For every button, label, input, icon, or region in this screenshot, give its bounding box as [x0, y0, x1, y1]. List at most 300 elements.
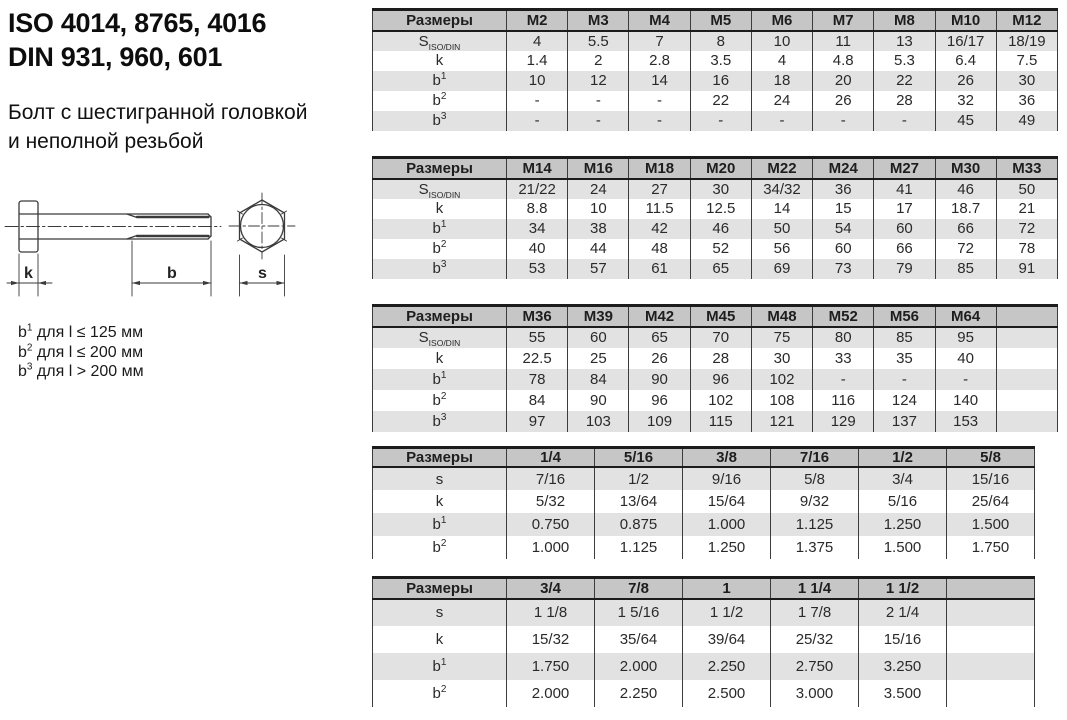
dimension-value-cell: 18 — [751, 71, 812, 91]
dimension-value-cell: 7 — [629, 31, 690, 51]
dimension-value-cell: 11 — [813, 31, 874, 51]
dimension-value-cell: 5/8 — [771, 467, 859, 490]
thread-size-header: M14 — [507, 158, 568, 179]
dimension-value-cell: 40 — [935, 348, 996, 369]
dimension-value-cell: 79 — [874, 259, 935, 279]
dimension-value-cell: 1.125 — [595, 536, 683, 559]
dimension-value-cell: 1 5/16 — [595, 599, 683, 626]
dimension-value-cell: 55 — [507, 327, 568, 348]
dimension-value-cell: 1.375 — [771, 536, 859, 559]
dimension-value-cell: 52 — [690, 239, 751, 259]
dimension-value-cell: - — [507, 91, 568, 111]
dimension-value-cell: 1.750 — [507, 653, 595, 680]
table-row — [373, 259, 1058, 279]
dimension-value-cell: 22.5 — [507, 348, 568, 369]
row-label-cell: $b^1$ — [373, 219, 507, 239]
table-row — [373, 653, 1035, 680]
thread-size-header: M42 — [629, 306, 690, 327]
table-row — [373, 680, 1035, 707]
dimension-value-cell: - — [568, 91, 629, 111]
dim-label-k: k — [24, 265, 33, 282]
row-label-cell: $b^2$ — [432, 239, 447, 257]
product-description — [8, 98, 307, 156]
dimension-value-cell: 21/22 — [507, 179, 568, 199]
dimension-value-cell: 116 — [813, 390, 874, 411]
dimension-value-cell: 38 — [568, 219, 629, 239]
dimension-value-cell: 24 — [751, 91, 812, 111]
thread-size-header: M45 — [690, 306, 751, 327]
dimension-value-cell: 33 — [813, 348, 874, 369]
dimension-table-t5 — [372, 576, 1035, 707]
dimension-value-cell: 97 — [507, 411, 568, 432]
dimension-value-cell: 12 — [568, 71, 629, 91]
thread-size-header: 7/8 — [595, 578, 683, 599]
row-label-cell: $S_{ISO/DIN}$ — [373, 179, 507, 199]
dimension-value-cell — [996, 390, 1057, 411]
dimension-value-cell: 2.000 — [507, 680, 595, 707]
dimension-value-cell: 3.5 — [690, 51, 751, 71]
thread-size-header: M5 — [690, 10, 751, 31]
dimension-value-cell: 80 — [813, 327, 874, 348]
row-label-cell: $b^2$ — [432, 538, 447, 556]
description-line-2: и неполной резьбой — [8, 130, 204, 153]
dimension-value-cell: - — [568, 111, 629, 131]
thread-size-header: M8 — [874, 10, 935, 31]
thread-size-header: 5/16 — [595, 448, 683, 468]
thread-size-header — [947, 578, 1035, 599]
dimension-table-t3 — [372, 304, 1058, 432]
dimension-value-cell: 14 — [629, 71, 690, 91]
dimension-value-cell: 1/2 — [595, 467, 683, 490]
dimension-value-cell: 5/32 — [507, 490, 595, 513]
description-line-1: Болт с шестигранной головкой — [8, 101, 308, 124]
sizes-column-header: Размеры — [373, 10, 507, 31]
dimension-value-cell: 1.125 — [771, 513, 859, 536]
dimension-table-t1 — [372, 8, 1058, 131]
dimension-value-cell: - — [874, 111, 935, 131]
table-row — [373, 111, 1058, 131]
dimension-value-cell: 39/64 — [683, 626, 771, 653]
din-standards-line: DIN 931, 960, 601 — [8, 42, 223, 72]
dimension-value-cell: 10 — [507, 71, 568, 91]
thread-size-header: M27 — [874, 158, 935, 179]
table-row — [373, 411, 1058, 432]
dimension-value-cell: 3.250 — [859, 653, 947, 680]
table-row — [373, 219, 1058, 239]
thread-size-header — [996, 306, 1057, 327]
table-row — [373, 490, 1035, 513]
dimension-value-cell: 109 — [629, 411, 690, 432]
dimension-value-cell: 24 — [568, 179, 629, 199]
dimension-value-cell: 102 — [751, 369, 812, 390]
row-label-cell: k — [435, 200, 444, 217]
dimension-value-cell: 1.4 — [507, 51, 568, 71]
dimension-value-cell: 46 — [690, 219, 751, 239]
dimension-value-cell: 17 — [874, 199, 935, 219]
dimension-value-cell: 53 — [507, 259, 568, 279]
dimension-value-cell: 65 — [629, 327, 690, 348]
dimension-value-cell: 3.500 — [859, 680, 947, 707]
dimension-value-cell: 60 — [568, 327, 629, 348]
table-row — [373, 369, 1058, 390]
dimension-value-cell: 54 — [813, 219, 874, 239]
dimension-value-cell: 1.750 — [947, 536, 1035, 559]
dimension-value-cell: 36 — [813, 179, 874, 199]
dimension-value-cell: 15/64 — [683, 490, 771, 513]
dimension-value-cell: 25 — [568, 348, 629, 369]
dimension-value-cell: 102 — [690, 390, 751, 411]
dimension-value-cell: 20 — [813, 71, 874, 91]
dim-label-b: b — [167, 265, 177, 282]
dimension-value-cell: 4 — [507, 31, 568, 51]
dimension-value-cell: 1 1/2 — [683, 599, 771, 626]
row-label-cell: $b^3$ — [373, 259, 507, 279]
dimension-value-cell: 6.4 — [935, 51, 996, 71]
dimension-value-cell: 60 — [813, 239, 874, 259]
dimension-value-cell: 27 — [629, 179, 690, 199]
table-header-row — [373, 448, 1035, 468]
thread-size-header: 1 — [683, 578, 771, 599]
dimension-value-cell: 41 — [874, 179, 935, 199]
thread-size-header: M20 — [690, 158, 751, 179]
footnote-b3: $b^3$ для l > 200 мм — [18, 361, 144, 380]
thread-size-header: 3/4 — [507, 578, 595, 599]
dimension-value-cell: 22 — [690, 91, 751, 111]
dimension-value-cell: 28 — [690, 348, 751, 369]
dimension-value-cell: 60 — [874, 219, 935, 239]
thread-size-header: M64 — [935, 306, 996, 327]
thread-size-header: M3 — [568, 10, 629, 31]
dimension-value-cell: 30 — [751, 348, 812, 369]
dimension-value-cell: 153 — [935, 411, 996, 432]
metric-table-small-sizes — [372, 8, 1058, 131]
dimension-value-cell: 50 — [751, 219, 812, 239]
thread-size-header: M30 — [935, 158, 996, 179]
dimension-value-cell: 2.500 — [683, 680, 771, 707]
standards-title — [8, 6, 266, 74]
dimension-value-cell: 7.5 — [996, 51, 1057, 71]
dimension-value-cell: 129 — [813, 411, 874, 432]
dimension-value-cell: 13 — [874, 31, 935, 51]
thread-size-header: 1 1/4 — [771, 578, 859, 599]
dimension-value-cell: 40 — [507, 239, 568, 259]
thread-size-header: M6 — [751, 10, 812, 31]
dimension-value-cell: 13/64 — [595, 490, 683, 513]
metric-table-medium-sizes — [372, 156, 1058, 279]
dimension-value-cell: 34/32 — [751, 179, 812, 199]
dimension-value-cell: 90 — [629, 369, 690, 390]
dimension-value-cell: 22 — [874, 71, 935, 91]
dimension-value-cell: 35/64 — [595, 626, 683, 653]
dimension-value-cell: 57 — [568, 259, 629, 279]
dimension-value-cell: 46 — [935, 179, 996, 199]
sizes-column-header: Размеры — [373, 578, 507, 599]
dimension-value-cell: 0.875 — [595, 513, 683, 536]
dimension-value-cell: 84 — [507, 390, 568, 411]
row-label-cell: s — [373, 599, 507, 626]
dimension-value-cell: 8.8 — [507, 199, 568, 219]
thread-size-header: M7 — [813, 10, 874, 31]
dimension-value-cell: 32 — [935, 91, 996, 111]
dimension-value-cell: 2.8 — [629, 51, 690, 71]
dimension-s — [240, 255, 285, 296]
dimension-value-cell: - — [629, 111, 690, 131]
dimension-value-cell: 140 — [935, 390, 996, 411]
dimension-value-cell: - — [507, 111, 568, 131]
dimension-value-cell: 72 — [996, 219, 1057, 239]
dimension-value-cell: 2.750 — [771, 653, 859, 680]
iso-standards-line: ISO 4014, 8765, 4016 — [8, 8, 267, 38]
dimension-value-cell: 124 — [874, 390, 935, 411]
row-label-cell: k — [435, 349, 444, 367]
dimension-value-cell: 15 — [813, 199, 874, 219]
dimension-value-cell: 69 — [751, 259, 812, 279]
dimension-value-cell: 30 — [996, 71, 1057, 91]
dimension-value-cell: 8 — [690, 31, 751, 51]
dimension-value-cell: 9/16 — [683, 467, 771, 490]
footnote-b2: $b^2$ для l ≤ 200 мм — [18, 342, 144, 361]
thread-size-header: 1/4 — [507, 448, 595, 468]
dimension-value-cell: 2 — [568, 51, 629, 71]
thread-size-header: M16 — [568, 158, 629, 179]
dimension-value-cell: 56 — [751, 239, 812, 259]
thread-size-header: 1 1/2 — [859, 578, 947, 599]
dimension-value-cell: 137 — [874, 411, 935, 432]
dimension-value-cell: 78 — [507, 369, 568, 390]
dimension-value-cell — [996, 327, 1057, 348]
imperial-table-large-sizes — [372, 576, 1035, 707]
dimension-value-cell: 26 — [813, 91, 874, 111]
table-header-row — [373, 306, 1058, 327]
imperial-table-small-sizes — [372, 446, 1035, 559]
table-row — [373, 239, 1058, 259]
dimension-value-cell: 5/16 — [859, 490, 947, 513]
dimension-value-cell: 78 — [996, 239, 1057, 259]
dimension-table-t2 — [372, 156, 1058, 279]
row-label-cell: $b^2$ — [432, 390, 447, 409]
dimension-value-cell: 26 — [629, 348, 690, 369]
dimension-value-cell: 44 — [568, 239, 629, 259]
dimension-value-cell: 1 1/8 — [507, 599, 595, 626]
dimension-value-cell: 121 — [751, 411, 812, 432]
dimension-value-cell: 12.5 — [690, 199, 751, 219]
dimension-table-t4 — [372, 446, 1035, 559]
dimension-value-cell — [947, 680, 1035, 707]
thread-size-header: M18 — [629, 158, 690, 179]
dimension-value-cell: 10 — [568, 199, 629, 219]
dimension-value-cell: 30 — [690, 179, 751, 199]
row-label-cell: $S_{ISO/DIN}$ — [373, 31, 507, 51]
dimension-value-cell: 25/32 — [771, 626, 859, 653]
row-label-cell: $b^2$ — [432, 91, 447, 109]
dimension-value-cell: 11.5 — [629, 199, 690, 219]
bolt-side-view — [5, 201, 221, 296]
thread-size-header: M24 — [813, 158, 874, 179]
dimension-value-cell: 1.250 — [859, 513, 947, 536]
dimension-value-cell: 16/17 — [935, 31, 996, 51]
dimension-value-cell: 3.000 — [771, 680, 859, 707]
dimension-value-cell: 4 — [751, 51, 812, 71]
dimension-value-cell: 1.000 — [507, 536, 595, 559]
table-row — [373, 51, 1058, 71]
dimension-value-cell: 66 — [874, 239, 935, 259]
thread-size-header: M52 — [813, 306, 874, 327]
dimension-value-cell: 115 — [690, 411, 751, 432]
dimension-value-cell: 84 — [568, 369, 629, 390]
thread-size-header: M10 — [935, 10, 996, 31]
dimension-value-cell: 14 — [751, 199, 812, 219]
dimension-value-cell: 15/32 — [507, 626, 595, 653]
dimension-value-cell: 0.750 — [507, 513, 595, 536]
dimension-value-cell: 18/19 — [996, 31, 1057, 51]
dimension-value-cell: 49 — [996, 111, 1057, 131]
dimension-value-cell: 35 — [874, 348, 935, 369]
table-header-row — [373, 10, 1058, 31]
table-row — [373, 71, 1058, 91]
row-label-cell: k — [435, 630, 444, 648]
table-header-row — [373, 158, 1058, 179]
dimension-value-cell: 1.000 — [683, 513, 771, 536]
dimension-value-cell: - — [813, 369, 874, 390]
thread-size-header: M22 — [751, 158, 812, 179]
dimension-value-cell: 26 — [935, 71, 996, 91]
table-row — [373, 31, 1058, 51]
dimension-value-cell: - — [629, 91, 690, 111]
table-row — [373, 626, 1035, 653]
dimension-value-cell — [947, 599, 1035, 626]
dimension-value-cell: 103 — [568, 411, 629, 432]
table-row — [373, 199, 1058, 219]
thread-size-header: 3/8 — [683, 448, 771, 468]
dim-label-s: s — [258, 265, 267, 282]
dimension-value-cell: 96 — [629, 390, 690, 411]
metric-table-large-sizes — [372, 304, 1058, 432]
row-label-cell: $S_{ISO/DIN}$ — [373, 327, 507, 348]
table-row — [373, 467, 1035, 490]
row-label-cell: $b^3$ — [373, 111, 507, 131]
dimension-value-cell: - — [690, 111, 751, 131]
sizes-column-header: Размеры — [373, 448, 507, 468]
dimension-value-cell: 36 — [996, 91, 1057, 111]
row-label-cell: $b^2$ — [432, 683, 447, 702]
row-label-cell: k — [435, 52, 444, 69]
thread-size-header: M36 — [507, 306, 568, 327]
dimension-value-cell: 91 — [996, 259, 1057, 279]
dimension-value-cell: 10 — [751, 31, 812, 51]
thread-size-header: 5/8 — [947, 448, 1035, 468]
footnotes — [18, 323, 144, 382]
thread-size-header: 7/16 — [771, 448, 859, 468]
dimension-value-cell: 16 — [690, 71, 751, 91]
sizes-column-header: Размеры — [373, 306, 507, 327]
dimension-value-cell: 1 7/8 — [771, 599, 859, 626]
table-row — [373, 599, 1035, 626]
row-label-cell: $b^1$ — [373, 653, 507, 680]
dimension-value-cell: 34 — [507, 219, 568, 239]
row-label-cell: s — [373, 467, 507, 490]
table-row — [373, 513, 1035, 536]
dimension-value-cell: 90 — [568, 390, 629, 411]
dimension-value-cell: 72 — [935, 239, 996, 259]
dimension-value-cell: 75 — [751, 327, 812, 348]
dimension-value-cell — [996, 369, 1057, 390]
bolt-end-view — [229, 193, 295, 296]
table-row — [373, 348, 1058, 369]
dimension-value-cell: - — [935, 369, 996, 390]
dimension-value-cell — [996, 411, 1057, 432]
dimension-value-cell: 45 — [935, 111, 996, 131]
dimension-value-cell: 28 — [874, 91, 935, 111]
dimension-value-cell: - — [874, 369, 935, 390]
thread-size-header: M4 — [629, 10, 690, 31]
dimension-b — [132, 241, 211, 296]
table-header-row — [373, 578, 1035, 599]
row-label-cell: $b^1$ — [373, 369, 507, 390]
dimension-value-cell: 85 — [874, 327, 935, 348]
dimension-value-cell: 15/16 — [947, 467, 1035, 490]
dimension-value-cell: 2.250 — [595, 680, 683, 707]
dimension-value-cell: 108 — [751, 390, 812, 411]
table-row — [373, 390, 1058, 411]
dimension-value-cell: 4.8 — [813, 51, 874, 71]
row-label-cell: $b^3$ — [373, 411, 507, 432]
dimension-value-cell — [996, 348, 1057, 369]
dimension-value-cell: 15/16 — [859, 626, 947, 653]
dimension-value-cell: 85 — [935, 259, 996, 279]
table-row — [373, 91, 1058, 111]
dimension-value-cell: 50 — [996, 179, 1057, 199]
dimension-value-cell: 48 — [629, 239, 690, 259]
dimension-value-cell: 5.3 — [874, 51, 935, 71]
dimension-value-cell: 2.000 — [595, 653, 683, 680]
dimension-value-cell: 18.7 — [935, 199, 996, 219]
dimension-value-cell: 3/4 — [859, 467, 947, 490]
dimension-k — [7, 254, 52, 296]
dimension-value-cell: 21 — [996, 199, 1057, 219]
sizes-column-header: Размеры — [373, 158, 507, 179]
row-label-cell: $b^1$ — [373, 513, 507, 536]
dimension-value-cell: 70 — [690, 327, 751, 348]
dimension-value-cell: 61 — [629, 259, 690, 279]
thread-size-header: M56 — [874, 306, 935, 327]
dimension-value-cell: 1.250 — [683, 536, 771, 559]
thread-size-header: M12 — [996, 10, 1057, 31]
table-row — [373, 179, 1058, 199]
dimension-value-cell: 9/32 — [771, 490, 859, 513]
table-row — [373, 327, 1058, 348]
dimension-value-cell: 73 — [813, 259, 874, 279]
footnote-b1: $b^1$ для l ≤ 125 мм — [18, 322, 144, 341]
thread-size-header: 1/2 — [859, 448, 947, 468]
dimension-value-cell: - — [751, 111, 812, 131]
dimension-value-cell: 1.500 — [859, 536, 947, 559]
dimension-value-cell: 2 1/4 — [859, 599, 947, 626]
dimension-value-cell: 1.500 — [947, 513, 1035, 536]
thread-size-header: M39 — [568, 306, 629, 327]
dimension-value-cell: 65 — [690, 259, 751, 279]
table-row — [373, 536, 1035, 559]
thread-size-header: M48 — [751, 306, 812, 327]
dimension-value-cell: 96 — [690, 369, 751, 390]
dimension-value-cell: - — [813, 111, 874, 131]
thread-size-header: M33 — [996, 158, 1057, 179]
dimension-value-cell: 95 — [935, 327, 996, 348]
dimension-value-cell: 42 — [629, 219, 690, 239]
row-label-cell: $b^1$ — [373, 71, 507, 91]
thread-size-header: M2 — [507, 10, 568, 31]
dimension-value-cell: 25/64 — [947, 490, 1035, 513]
dimension-value-cell — [947, 653, 1035, 680]
